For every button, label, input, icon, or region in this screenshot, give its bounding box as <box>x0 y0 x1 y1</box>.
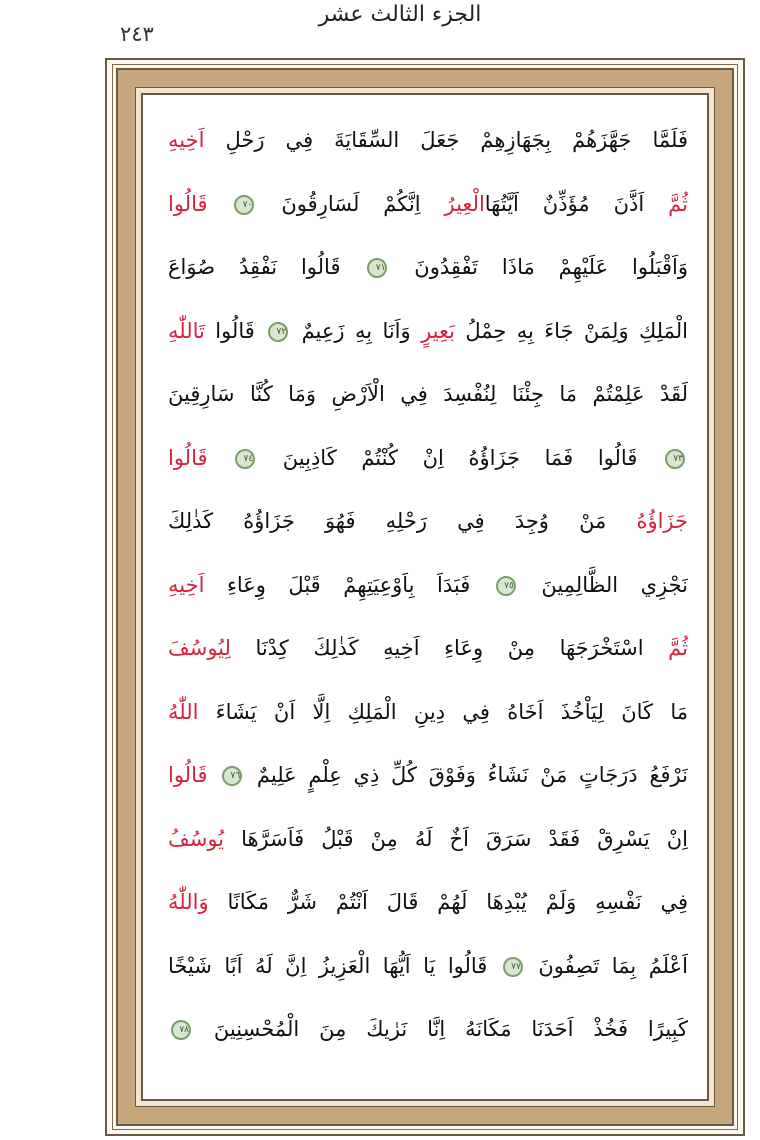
page-header <box>0 0 760 56</box>
verse-line <box>168 628 688 668</box>
highlighted-word: اللّٰهُ <box>168 699 199 724</box>
verse-text: فِي نَفْسِهِ وَلَمْ يُبْدِهَا لَهُمْ قَالَ اَنْتُمْ شَرٌّ مَكَانًا <box>208 890 688 914</box>
aya-number-marker: ٧٨ <box>171 1020 191 1040</box>
verse-text: الْمَلِكِ وَلِمَنْ جَاءَ بِهِ حِمْلُ <box>454 318 688 343</box>
verse-line <box>168 565 688 605</box>
verse-text: اسْتَخْرَجَهَا مِنْ وِعَاءِ اَخِيهِ كَذٰلِكَ كِدْنَا <box>230 636 669 660</box>
aya-number-marker: ٧٢ <box>268 322 288 342</box>
verse-text: قَالُوا نَفْقِدُ صُوَاعَ <box>168 255 365 279</box>
verse-text: مَا كَانَ لِيَاْخُذَ اَخَاهُ فِي دِينِ الْمَلِكِ اِلَّا اَنْ يَشَاءَ <box>198 699 688 724</box>
highlighted-word: قَالُوا <box>168 191 232 216</box>
verse-text: نَجْزِي الظَّالِمِينَ <box>518 572 688 597</box>
highlighted-word: جَزَاؤُهُ <box>636 509 688 533</box>
verse-line <box>168 692 688 732</box>
verse-line <box>168 311 688 351</box>
aya-number-marker: ٧٠ <box>234 195 254 215</box>
highlighted-word: يُوسُفُ <box>168 826 225 851</box>
highlighted-word: وَاللّٰهُ <box>168 890 209 914</box>
highlighted-word: اَخِيهِ <box>168 572 205 597</box>
verse-text: لَقَدْ عَلِمْتُمْ مَا جِئْنَا لِنُفْسِدَ فِي الْاَرْضِ وَمَا كُنَّا سَارِقِينَ <box>168 382 688 406</box>
verse-text: قَالُوا يَا اَيُّهَا الْعَزِيزُ اِنَّ لَهُ اَبًا شَيْخًا <box>168 953 500 978</box>
highlighted-word: قَالُوا <box>168 763 220 787</box>
verse-text: وَاَقْبَلُوا عَلَيْهِمْ مَاذَا تَفْقِدُونَ <box>390 255 688 279</box>
verse-text: اَذَّنَ مُؤَذِّنٌ اَيَّتُهَا <box>484 191 669 216</box>
highlighted-word: ثُمَّ <box>668 191 688 216</box>
verse-line <box>168 374 688 414</box>
verse-text: فَلَمَّا جَهَّزَهُمْ بِجَهَازِهِمْ جَعَلَ السِّقَايَةَ فِي رَحْلِ <box>204 128 688 152</box>
highlighted-word: اَخِيهِ <box>168 128 205 152</box>
verse-text: اِنْ يَسْرِقْ فَقَدْ سَرَقَ اَخٌ لَهُ مِنْ قَبْلُ فَاَسَرَّهَا <box>224 826 688 851</box>
verse-line <box>168 755 688 795</box>
verse-text: وَاَنَا بِهِ زَعِيمٌ <box>291 318 422 343</box>
juz-title: الجزء الثالث عشر <box>318 2 482 27</box>
verse-line <box>168 438 688 478</box>
verse-text: كَبِيرًا فَخُذْ اَحَدَنَا مَكَانَهُ اِنَّا نَرٰيكَ مِنَ الْمُحْسِنِينَ <box>194 1017 688 1041</box>
verse-line <box>168 1009 688 1049</box>
verse-line <box>168 501 688 541</box>
aya-number-marker: ٧٧ <box>503 957 523 977</box>
verse-text: قَالُوا فَمَا جَزَاؤُهُ اِنْ كُنْتُمْ كَاذِبِينَ <box>258 445 662 470</box>
verse-text: اِنَّكُمْ لَسَارِقُونَ <box>257 191 445 216</box>
highlighted-word: تَاللّٰهِ <box>168 318 205 343</box>
aya-number-marker: ٧١ <box>367 258 387 278</box>
verse-text: نَرْفَعُ دَرَجَاتٍ مَنْ نَشَاءُ وَفَوْقَ كُلِّ ذِي عِلْمٍ عَلِيمٌ <box>245 763 688 787</box>
aya-number-marker: ٧٥ <box>496 576 516 596</box>
verse-line <box>168 184 688 224</box>
aya-number-marker: ٧٤ <box>235 449 255 469</box>
highlighted-word: لِيُوسُفَ <box>168 636 231 660</box>
aya-number-marker: ٧٣ <box>665 449 685 469</box>
highlighted-word: ثُمَّ <box>668 636 688 660</box>
verse-line <box>168 819 688 859</box>
verse-text: اَعْلَمُ بِمَا تَصِفُونَ <box>525 953 688 978</box>
verse-text: فَبَدَاَ بِاَوْعِيَتِهِمْ قَبْلَ وِعَاءِ <box>204 572 493 597</box>
highlighted-word: الْعِيرُ <box>444 191 485 216</box>
verse-line <box>168 882 688 922</box>
verse-line <box>168 247 688 287</box>
highlighted-word: قَالُوا <box>168 445 233 470</box>
verse-line <box>168 946 688 986</box>
verse-line <box>168 120 688 160</box>
verse-text: قَالُوا <box>204 318 266 343</box>
verse-text: مَنْ وُجِدَ فِي رَحْلِهِ فَهُوَ جَزَاؤُهُ كَذٰلِكَ <box>168 509 637 533</box>
page-number: ٢٤٣ <box>120 22 154 46</box>
highlighted-word: بَعِيرٍ <box>421 318 455 343</box>
aya-number-marker: ٧٦ <box>222 766 242 786</box>
